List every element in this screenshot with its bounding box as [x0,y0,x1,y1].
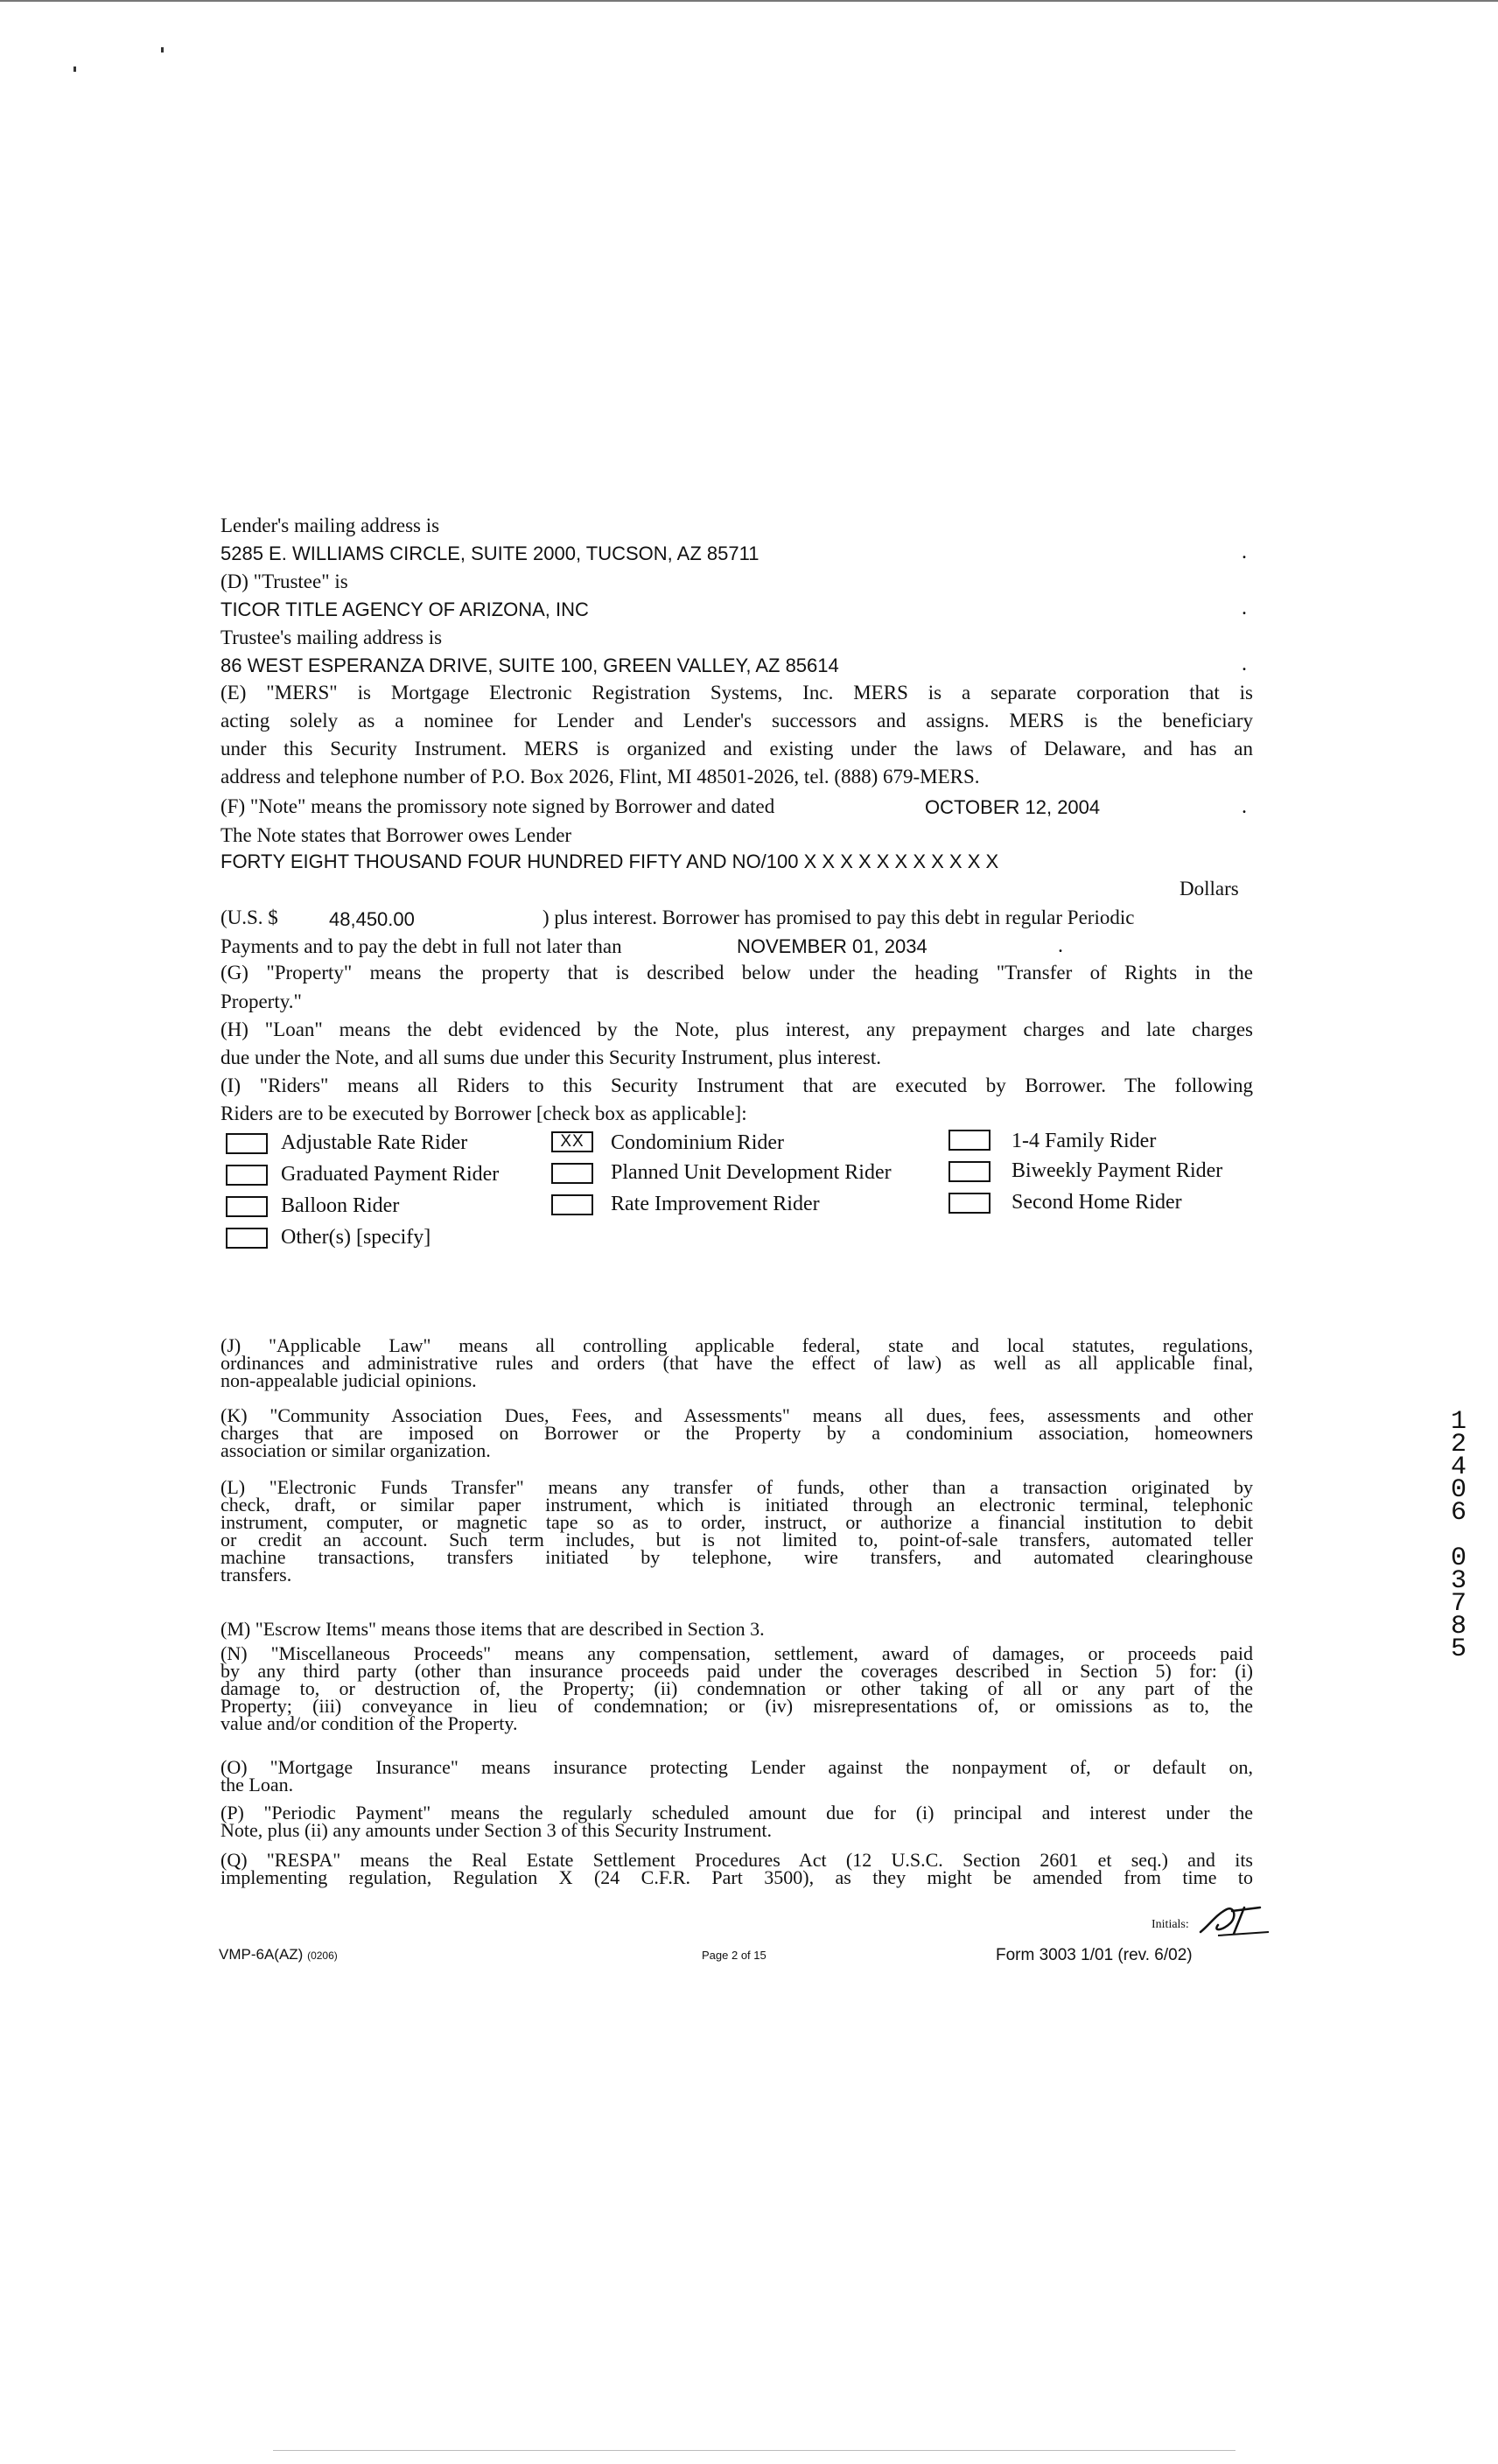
rider-checkbox-balloon[interactable] [226,1196,268,1217]
trustee-name: TICOR TITLE AGENCY OF ARIZONA, INC [220,598,589,620]
initials-signature [1192,1899,1270,1941]
period-mark: . [1242,653,1247,676]
scan-speck [74,66,76,72]
mers-line: acting solely as a nominee for Lender and Lender's successors and assigns. MERS is the beneficiary [220,710,1253,732]
rider-label: Condominium Rider [611,1131,784,1154]
rider-label: Adjustable Rate Rider [281,1131,468,1154]
applicable-law-definition: non-appealable judicial opinions. [220,1369,477,1391]
recording-digit: 8 [1450,1612,1466,1642]
recording-digit: 0 [1450,1544,1466,1573]
period-mark: . [1242,541,1247,564]
rider-checkbox-rate-improvement[interactable] [551,1194,593,1215]
rider-checkbox-1-4-family[interactable] [948,1130,990,1151]
escrow-items-definition: (M) "Escrow Items" means those items that are described in Section 3. [220,1618,765,1640]
rider-label: 1-4 Family Rider [1012,1130,1157,1152]
rider-checkbox-graduated-payment[interactable] [226,1165,268,1186]
lender-mailing-label: Lender's mailing address is [220,514,440,536]
recording-digit: 1 [1450,1407,1466,1437]
rider-label: Other(s) [specify] [281,1226,431,1249]
mortgage-insurance-definition: the Loan. [220,1774,294,1796]
recording-digit: 7 [1450,1589,1466,1619]
eft-definition: or credit an account. Such term includes, but is not limited to, point-of-sale transfers, automated teller [220,1529,1253,1550]
rider-label: Graduated Payment Rider [281,1163,500,1186]
community-dues-definition: (K) "Community Association Dues, Fees, and Assessments" means all dues, fees, assessments and other [220,1404,1253,1426]
misc-proceeds-definition: (N) "Miscellaneous Proceeds" means any compensation, settlement, award of damages, or proceeds paid [220,1642,1253,1664]
misc-proceeds-definition: damage to, or destruction of, the Property; (ii) condemnation or other taking of all or any part of the [220,1677,1253,1699]
respa-definition: (Q) "RESPA" means the Real Estate Settlement Procedures Act (12 U.S.C. Section 2601 et seq.) and its [220,1849,1253,1871]
rider-checkbox-condominium[interactable]: XX [551,1131,593,1152]
maturity-date: NOVEMBER 01, 2034 [737,935,928,957]
form-code-small: (0206) [307,1950,338,1962]
form-code [219,1946,338,1964]
recording-digit: 6 [1450,1498,1466,1528]
periodic-payment-definition: (P) "Periodic Payment" means the regularly scheduled amount due for (i) principal and interest under the [220,1802,1253,1824]
recording-digit: 0 [1450,1475,1466,1505]
period-mark: . [1242,795,1247,818]
rider-label: Planned Unit Development Rider [611,1161,892,1184]
period-mark: . [1058,934,1063,957]
scan-speck [161,47,164,52]
trustee-mailing-address: 86 WEST ESPERANZA DRIVE, SUITE 100, GREEN VALLEY, AZ 85614 [220,654,839,676]
applicable-law-definition: ordinances and administrative rules and orders (that have the effect of law) as well as all applicable final, [220,1352,1253,1374]
community-dues-definition: charges that are imposed on Borrower or the Property by a condominium association, homeowners [220,1422,1253,1444]
rider-label: Balloon Rider [281,1194,400,1217]
riders-definition: (I) "Riders" means all Riders to this Security Instrument that are executed by Borrower. The following [220,1074,1253,1096]
rider-label: Biweekly Payment Rider [1012,1159,1223,1182]
amount-in-words: FORTY EIGHT THOUSAND FOUR HUNDRED FIFTY AND NO/100 X X X X X X X X X X X [220,850,999,872]
rider-label: Second Home Rider [1012,1191,1182,1214]
period-mark: . [1242,597,1247,620]
lender-mailing-address: 5285 E. WILLIAMS CIRCLE, SUITE 2000, TUCSON, AZ 85711 [220,542,760,564]
recording-number-vertical [1446,1407,1472,1664]
note-states: The Note states that Borrower owes Lender [220,824,572,846]
recording-digit: 3 [1450,1566,1466,1596]
eft-definition: machine transactions, transfers initiated by telephone, wire transfers, and automated clearinghouse [220,1546,1253,1568]
rider-checkbox-biweekly-payment[interactable] [948,1161,990,1182]
community-dues-definition: association or similar organization. [220,1439,491,1461]
respa-definition: implementing regulation, Regulation X (24 C.F.R. Part 3500), as they might be amended from time to [220,1866,1253,1888]
property-definition: (G) "Property" means the property that is described below under the heading "Transfer of Rights in the [220,962,1253,984]
recording-digit: 4 [1450,1452,1466,1482]
scan-edge-line [0,0,1498,2]
eft-definition: (L) "Electronic Funds Transfer" means any transfer of funds, other than a transaction originated by [220,1476,1253,1498]
note-definition: (F) "Note" means the promissory note signed by Borrower and dated [220,795,775,817]
misc-proceeds-definition: value and/or condition of the Property. [220,1712,518,1734]
plus-interest-text: ) plus interest. Borrower has promised to pay this debt in regular Periodic [542,906,1135,928]
us-prefix: (U.S. $ [220,906,278,928]
eft-definition: instrument, computer, or magnetic tape so as to order, instruct, or authorize a financial institution to debit [220,1511,1253,1533]
page-number: Page 2 of 15 [702,1949,766,1962]
note-date: OCTOBER 12, 2004 [925,796,1101,818]
trustee-mailing-label: Trustee's mailing address is [220,626,443,648]
property-definition: Property." [220,990,302,1012]
mers-line: address and telephone number of P.O. Box 2026, Flint, MI 48501-2026, tel. (888) 679-MERS. [220,766,980,788]
loan-definition: due under the Note, and all sums due under this Security Instrument, plus interest. [220,1046,882,1068]
mortgage-insurance-definition: (O) "Mortgage Insurance" means insurance protecting Lender against the nonpayment of, or default on, [220,1756,1253,1778]
eft-definition: check, draft, or similar paper instrument, which is initiated through an electronic terminal, telephonic [220,1494,1253,1516]
initials-label: Initials: [1152,1918,1189,1931]
periodic-payment-definition: Note, plus (ii) any amounts under Section 3 of this Security Instrument. [220,1819,772,1841]
recording-digit: 2 [1450,1430,1466,1460]
misc-proceeds-definition: by any third party (other than insurance proceeds paid under the coverages described in Section 5) for: (i) [220,1660,1253,1682]
rider-checkbox-second-home[interactable] [948,1193,990,1214]
applicable-law-definition: (J) "Applicable Law" means all controlling applicable federal, state and local statutes, regulations, [220,1334,1253,1356]
misc-proceeds-definition: Property; (iii) conveyance in lieu of condemnation; or (iv) misrepresentations of, or omissions as to, the [220,1695,1253,1717]
scan-bottom-line [273,2450,1236,2451]
loan-definition: (H) "Loan" means the debt evidenced by the Note, plus interest, any prepayment charges and late charges [220,1018,1253,1040]
mers-line: (E) "MERS" is Mortgage Electronic Registration Systems, Inc. MERS is a separate corporation that is [220,682,1253,704]
form-code-text: VMP-6A(AZ) [219,1946,304,1963]
rider-label: Rate Improvement Rider [611,1193,820,1215]
rider-checkbox-adjustable-rate[interactable] [226,1133,268,1154]
eft-definition: transfers. [220,1564,292,1586]
payments-line: Payments and to pay the debt in full not later than [220,935,622,957]
rider-checkbox-planned-unit-development[interactable] [551,1163,593,1184]
riders-definition: Riders are to be executed by Borrower [check box as applicable]: [220,1102,747,1124]
mers-line: under this Security Instrument. MERS is organized and existing under the laws of Delaware, and has an [220,738,1253,760]
trustee-label: (D) "Trustee" is [220,570,348,592]
amount-number: 48,450.00 [329,908,415,930]
dollars-label: Dollars [1180,878,1239,900]
recording-digit: 5 [1450,1634,1466,1664]
rider-checkbox-other[interactable] [226,1228,268,1249]
form-number: Form 3003 1/01 (rev. 6/02) [996,1946,1193,1964]
